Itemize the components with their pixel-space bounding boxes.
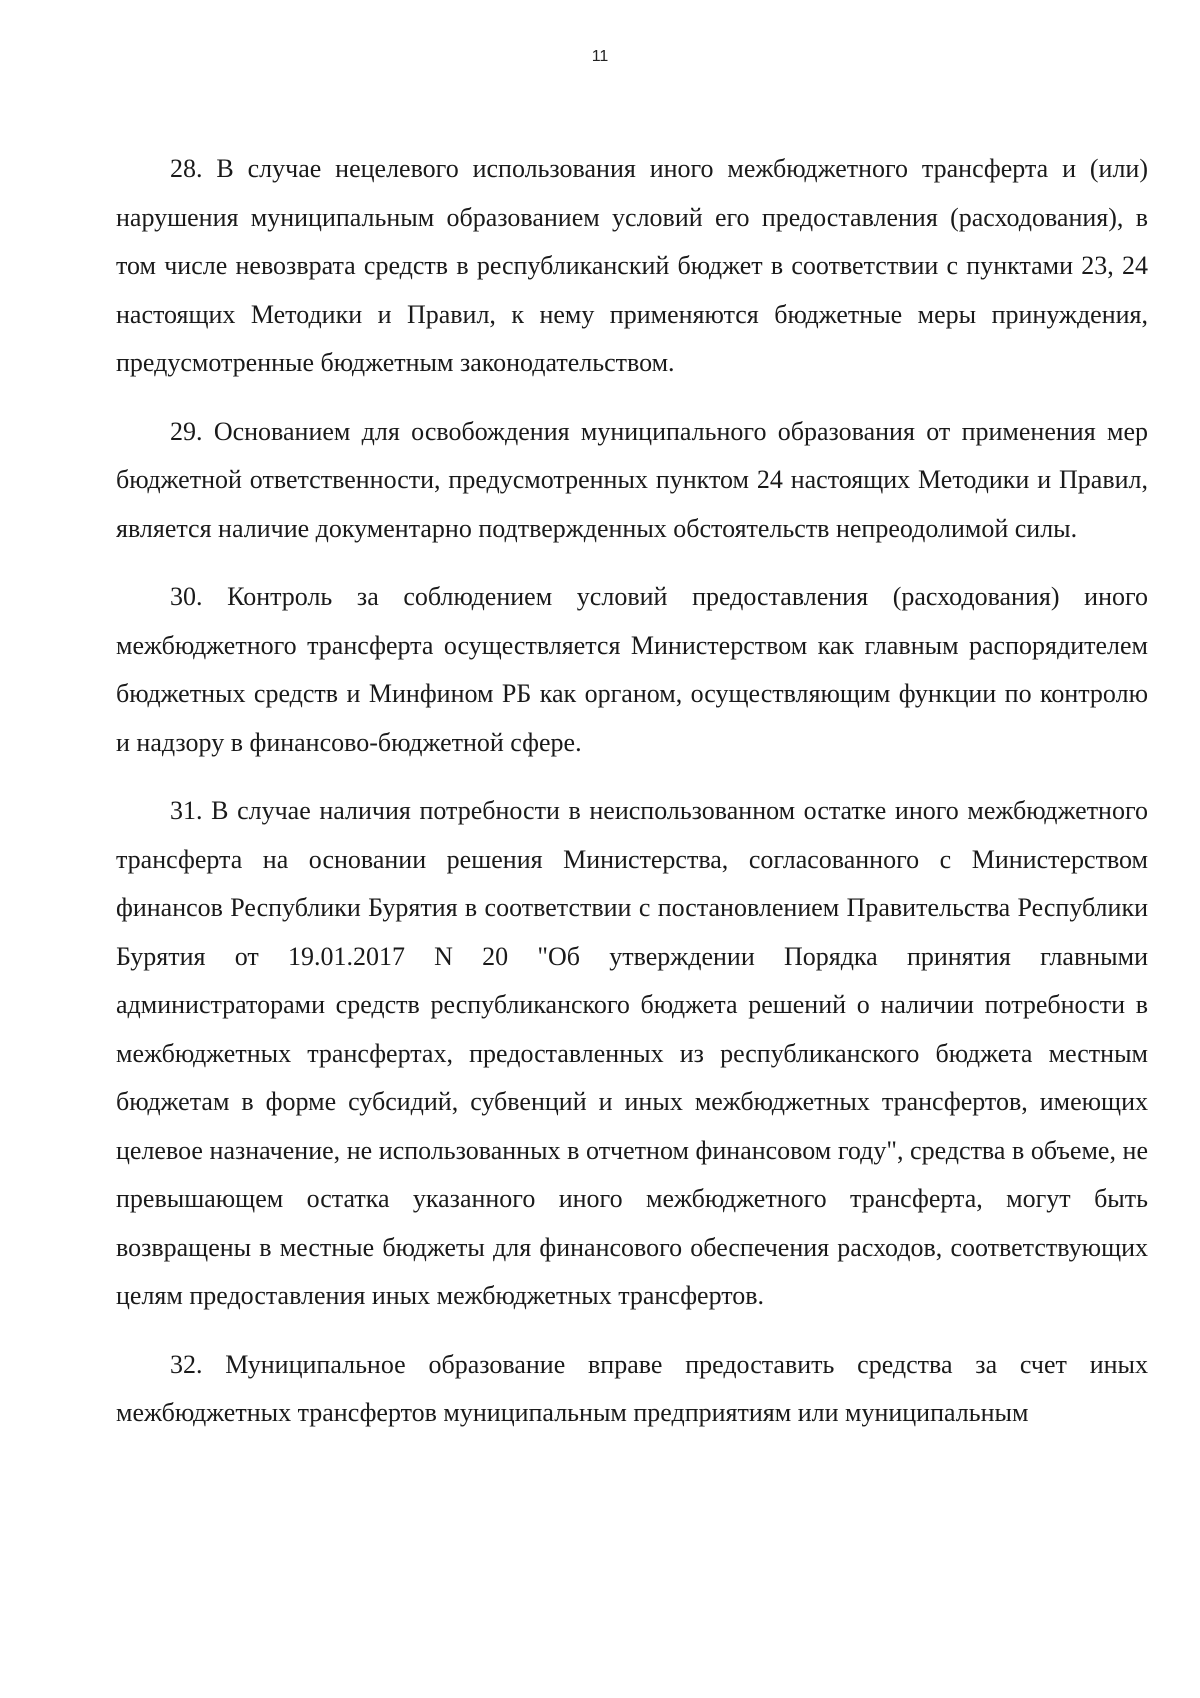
paragraph-32: 32. Муниципальное образование вправе предоставить средства за счет иных межбюджетных трансфертов муниципальным предприятиям или муниципальным: [116, 1349, 1148, 1427]
paragraph-28: 28. В случае нецелевого использования иного межбюджетного трансферта и (или) нарушения муниципальным образованием условий его предоставления (расходования), в том числе невозврата средств в республиканский бюджет в соответствии с пунктами 23, 24 настоящих Методики и Правил, к нему применяются бюджетные меры принуждения, предусмотренные бюджетным законодательством.: [116, 154, 1148, 377]
paragraph-31: 31. В случае наличия потребности в неиспользованном остатке иного межбюджетного трансферта на основании решения Министерства, согласованного с Министерством финансов Республики Бурятия в соответствии с постановлением Правительства Республики Бурятия от 19.01.2017 N 20 "Об утверждении Порядка принятия главными администраторами средств республиканского бюджета решений о наличии потребности в межбюджетных трансфертах, предоставленных из республиканского бюджета местным бюджетам в форме субсидий, субвенций и иных межбюджетных трансфертов, имеющих целевое назначение, не использованных в отчетном финансовом году", средства в объеме, не превышающем остатка указанного иного межбюджетного трансферта, могут быть возвращены в местные бюджеты для финансового обеспечения расходов, соответствующих целям предоставления иных межбюджетных трансфертов.: [116, 796, 1148, 1310]
page-number: 11: [591, 48, 609, 65]
paragraph-29: 29. Основанием для освобождения муниципального образования от применения мер бюджетной ответственности, предусмотренных пунктом 24 настоящих Методики и Правил, является наличие документарно подтвержденных обстоятельств непреодолимой силы.: [116, 416, 1148, 543]
paragraph-30: 30. Контроль за соблюдением условий предоставления (расходования) иного межбюджетного трансферта осуществляется Министерством как главным распорядителем бюджетных средств и Минфином РБ как органом, осуществляющим функции по контролю и надзору в финансово-бюджетной сфере.: [116, 582, 1148, 757]
document-body: [116, 145, 1148, 1458]
